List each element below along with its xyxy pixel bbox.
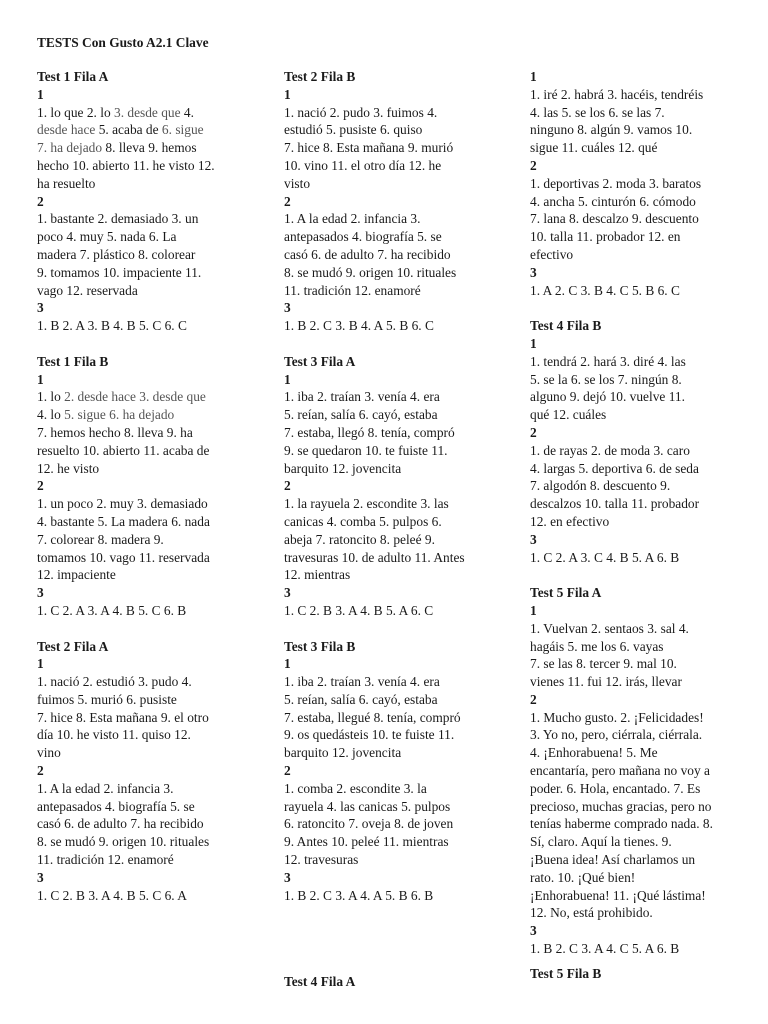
block-spacer (284, 335, 484, 353)
answer-text: tomamos 10. vago 11. reservada (37, 549, 210, 565)
answer-line (37, 264, 237, 282)
section-number: 2 (530, 424, 537, 440)
answer-line (530, 86, 730, 104)
answer-text: 1. B 2. C 3. A 4. A 5. B 6. B (284, 887, 434, 903)
section-number: 3 (37, 869, 44, 885)
answer-line (530, 887, 730, 905)
answer-line (284, 833, 484, 851)
section-number: 2 (530, 691, 537, 707)
section-number: 3 (284, 300, 291, 316)
answer-line (530, 673, 730, 691)
section-number: 1 (530, 335, 537, 351)
answer-text: 1. C 2. A 3. A 4. B 5. C 6. B (37, 602, 187, 618)
answer-line (530, 798, 730, 816)
answer-text: ninguno 8. algún 9. vamos 10. (530, 122, 693, 138)
section-number: 3 (530, 923, 537, 939)
answer-text: 1. la rayuela 2. escondite 3. las (284, 496, 449, 512)
test-4-fila-a-title: Test 4 Fila A (284, 974, 356, 989)
answer-text: 12. travesuras (284, 852, 359, 868)
answer-text: qué 12. cuáles (530, 407, 607, 423)
answer-text: alguno 9. dejó 10. vuelve 11. (530, 389, 685, 405)
answer-line (37, 549, 237, 567)
answer-text: 4. ¡Enhorabuena! 5. Me (530, 745, 658, 761)
answer-line (284, 798, 484, 816)
answer-line (284, 709, 484, 727)
answer-text: 7. hemos hecho 8. lleva 9. ha (37, 424, 193, 440)
answer-text: efectivo (530, 246, 574, 262)
answer-line (284, 691, 484, 709)
answer-text: ha resuelto (37, 175, 96, 191)
answer-text: barquito 12. jovencita (284, 460, 402, 476)
answer-text: 7. lana 8. descalzo 9. descuento (530, 211, 699, 227)
section-number: 1 (37, 86, 44, 102)
answer-text: desde hace (37, 122, 99, 138)
answer-text: 1. iba 2. traían 3. venía 4. era (284, 674, 440, 690)
answer-text: fuimos 5. murió 6. pusiste (37, 691, 177, 707)
answer-line (37, 175, 237, 193)
answer-line (37, 442, 237, 460)
answer-line (530, 940, 730, 958)
section-number: 2 (284, 193, 291, 209)
answer-text: 6. ha dejado (109, 407, 175, 423)
section-number: 2 (284, 478, 291, 494)
answer-text: 12. mientras (284, 567, 351, 583)
test-5-fila-b-title: Test 5 Fila B (530, 966, 602, 981)
answer-text: 7. hice 8. Esta mañana 9. el otro (37, 709, 209, 725)
answer-line (37, 851, 237, 869)
answer-line (284, 210, 484, 228)
answer-text: poco 4. muy 5. nada 6. La (37, 229, 177, 245)
answer-line (530, 353, 730, 371)
answer-line (530, 460, 730, 478)
answer-text: 4. largas 5. deportiva 6. de seda (530, 460, 699, 476)
answer-line (284, 317, 484, 335)
test-block-title: Test 3 Fila A (284, 353, 356, 369)
answer-line (284, 602, 484, 620)
answer-text: 1. comba 2. escondite 3. la (284, 780, 427, 796)
answer-text: 8. se mudó 9. origen 10. rituales (37, 834, 210, 850)
section-number: 2 (530, 157, 537, 173)
answer-text: 9. tomamos 10. impaciente 11. (37, 264, 202, 280)
answer-text: 1. C 2. B 3. A 4. B 5. C 6. A (37, 887, 187, 903)
answer-line (530, 549, 730, 567)
answer-line (37, 210, 237, 228)
answer-text: madera 7. plástico 8. colorear (37, 246, 196, 262)
answer-line (530, 477, 730, 495)
section-number: 1 (284, 371, 291, 387)
section-number: 1 (530, 602, 537, 618)
answer-text: 5. acaba de (98, 122, 162, 138)
section-number: 1 (284, 656, 291, 672)
answer-text: 1. nació 2. pudo 3. fuimos 4. (284, 104, 438, 120)
section-number: 3 (284, 585, 291, 601)
section-number: 2 (284, 763, 291, 779)
answer-text: hecho 10. abierto 11. he visto 12. (37, 157, 215, 173)
answer-text: 7. algodón 8. descuento 9. (530, 478, 671, 494)
answer-line (37, 744, 237, 762)
answer-line (284, 442, 484, 460)
answer-line (530, 709, 730, 727)
answer-line (530, 620, 730, 638)
block-spacer (37, 620, 237, 638)
answer-line (530, 904, 730, 922)
test-block (37, 353, 237, 620)
answer-line (37, 531, 237, 549)
answer-text: rato. 10. ¡Qué bien! (530, 869, 636, 885)
answer-line (284, 549, 484, 567)
answer-text: 9. hemos (148, 140, 197, 156)
answer-text: 7. estaba, llegó 8. tenía, compró (284, 424, 455, 440)
test-block (284, 638, 484, 905)
answer-text: barquito 12. jovencita (284, 745, 402, 761)
answer-line (530, 780, 730, 798)
answer-text: 9. Antes 10. peleé 11. mientras (284, 834, 449, 850)
answer-text: 10. vino 11. el otro día 12. he (284, 157, 442, 173)
answer-line (284, 566, 484, 584)
test-block (37, 68, 237, 335)
answer-text: abeja 7. ratoncito 8. peleé 9. (284, 531, 435, 547)
test-block (284, 353, 484, 620)
answer-text: resuelto 10. abierto 11. acaba de (37, 442, 210, 458)
answer-line (37, 513, 237, 531)
answer-line (284, 406, 484, 424)
answer-line (284, 531, 484, 549)
section-number: 3 (530, 264, 537, 280)
answer-line (37, 691, 237, 709)
answer-line (284, 228, 484, 246)
answer-line (530, 175, 730, 193)
answer-line (530, 139, 730, 157)
answer-line (530, 744, 730, 762)
answer-line (284, 851, 484, 869)
answer-line (37, 424, 237, 442)
answer-line (530, 726, 730, 744)
answer-line (530, 210, 730, 228)
answer-line (530, 104, 730, 122)
answer-line (37, 121, 237, 139)
answer-text: travesuras 10. de adulto 11. Antes (284, 549, 465, 565)
section-number: 3 (37, 585, 44, 601)
answer-line (284, 157, 484, 175)
answer-line (530, 228, 730, 246)
answer-line (284, 104, 484, 122)
answer-text: tenías haberme comprado nada. 8. (530, 816, 713, 832)
answer-text: 8. lleva (105, 140, 149, 156)
answer-line (37, 246, 237, 264)
answer-line (284, 264, 484, 282)
answer-text: 1. de rayas 2. de moda 3. caro (530, 442, 690, 458)
answer-text: 1. A 2. C 3. B 4. C 5. B 6. C (530, 282, 680, 298)
answer-text: 4. lo (37, 407, 65, 423)
answer-line (530, 833, 730, 851)
answer-text: 1. B 2. C 3. A 4. C 5. A 6. B (530, 941, 680, 957)
answer-line (37, 815, 237, 833)
test-block-title: Test 2 Fila B (284, 69, 356, 84)
test-block (530, 584, 730, 958)
answer-text: sigue 11. cuáles 12. qué (530, 140, 658, 156)
answer-text: antepasados 4. biografía 5. se (284, 229, 442, 245)
answer-text: 5. se la 6. se los 7. ningún 8. (530, 371, 682, 387)
answer-text: estudió 5. pusiste 6. quiso (284, 122, 423, 138)
test-block-title: Test 1 Fila A (37, 69, 109, 84)
section-number: 2 (37, 193, 44, 209)
answer-line (530, 371, 730, 389)
answer-line (530, 246, 730, 264)
answer-text: 1. nació 2. estudió 3. pudo 4. (37, 674, 192, 690)
answer-text: ¡Enhorabuena! 11. ¡Qué lástima! (530, 887, 706, 903)
answer-line (37, 460, 237, 478)
answer-line (284, 513, 484, 531)
answer-line (284, 815, 484, 833)
answer-text: 12. he visto (37, 460, 100, 476)
test-block (37, 638, 237, 905)
block-spacer (530, 566, 730, 584)
answer-line (37, 709, 237, 727)
section-number: 1 (37, 656, 44, 672)
answer-line (284, 744, 484, 762)
answer-text: 1. lo (37, 389, 65, 405)
answer-line (530, 851, 730, 869)
answer-text: 4. las 5. se los 6. se las 7. (530, 104, 665, 120)
answer-text: 4. (183, 104, 194, 120)
answer-line (284, 495, 484, 513)
answer-line (530, 869, 730, 887)
test-block-title: Test 1 Fila B (37, 353, 109, 369)
answer-line (530, 495, 730, 513)
answer-line (37, 833, 237, 851)
answer-text: 7. se las 8. tercer 9. mal 10. (530, 656, 677, 672)
answer-text: 9. os quedásteis 10. te fuiste 11. (284, 727, 455, 743)
answer-line (284, 282, 484, 300)
answer-text: 2. desde hace (64, 389, 140, 405)
answer-text: 1. A la edad 2. infancia 3. (284, 211, 421, 227)
answer-line (284, 139, 484, 157)
column-1 (37, 68, 237, 904)
answer-text: 1. Vuelvan 2. sentaos 3. sal 4. (530, 620, 689, 636)
column-2 (284, 68, 484, 904)
answer-line (530, 762, 730, 780)
block-spacer (37, 335, 237, 353)
answer-text: 1. Mucho gusto. 2. ¡Felicidades! (530, 709, 704, 725)
answer-text: canicas 4. comba 5. pulpos 6. (284, 513, 442, 529)
answer-text: 11. tradición 12. enamoré (37, 852, 174, 868)
answer-text: 12. No, está prohibido. (530, 905, 653, 921)
answer-line (284, 673, 484, 691)
answer-text: precioso, muchas gracias, pero no (530, 798, 712, 814)
answer-text: vago 12. reservada (37, 282, 138, 298)
answer-text: 1. A la edad 2. infancia 3. (37, 780, 174, 796)
answer-line (37, 317, 237, 335)
answer-line (37, 104, 237, 122)
answer-line (37, 566, 237, 584)
answer-text: 7. ha dejado (37, 140, 106, 156)
answer-text: Sí, claro. Aquí la tienes. 9. (530, 834, 672, 850)
answer-text: 3. desde que (114, 104, 184, 120)
answer-text: 1. deportivas 2. moda 3. baratos (530, 175, 702, 191)
section-number: 1 (530, 69, 537, 84)
answer-line (530, 442, 730, 460)
answer-line (284, 175, 484, 193)
answer-line (530, 282, 730, 300)
answer-line (37, 798, 237, 816)
answer-text: 12. impaciente (37, 567, 116, 583)
answer-text: 3. Yo no, pero, ciérrala, ciérrala. (530, 727, 703, 743)
answer-line (284, 726, 484, 744)
answer-text: 7. hice 8. Esta mañana 9. murió (284, 140, 454, 156)
answer-line (37, 673, 237, 691)
answer-line (37, 726, 237, 744)
page-title: TESTS Con Gusto A2.1 Clave (37, 35, 209, 50)
test-block (530, 317, 730, 566)
answer-line (37, 495, 237, 513)
answer-text: casó 6. de adulto 7. ha recibido (37, 816, 204, 832)
answer-line (37, 139, 237, 157)
answer-text: 5. reían, salía 6. cayó, estaba (284, 691, 438, 707)
answer-text: 7. colorear 8. madera 9. (37, 531, 164, 547)
section-number: 3 (37, 300, 44, 316)
answer-text: 1. un poco 2. muy 3. demasiado (37, 496, 208, 512)
answer-line (37, 406, 237, 424)
answer-line (530, 638, 730, 656)
answer-text: visto (284, 175, 311, 191)
answer-line (284, 424, 484, 442)
answer-line (530, 655, 730, 673)
answer-text: encantaría, pero mañana no voy a (530, 763, 710, 779)
answer-text: 12. en efectivo (530, 513, 610, 529)
answer-text: hagáis 5. me los 6. vayas (530, 638, 664, 654)
answer-text: 2. lo (86, 104, 114, 120)
answer-text: rayuela 4. las canicas 5. pulpos (284, 798, 451, 814)
answer-line (284, 887, 484, 905)
answer-line (37, 602, 237, 620)
test-block (530, 68, 730, 299)
answer-line (37, 228, 237, 246)
answer-line (37, 780, 237, 798)
answer-text: 1. tendrá 2. hará 3. diré 4. las (530, 353, 686, 369)
block-spacer (530, 299, 730, 317)
answer-line (284, 388, 484, 406)
block-spacer (284, 620, 484, 638)
section-number: 1 (284, 86, 291, 102)
answer-text: vino (37, 745, 61, 761)
answer-line (284, 246, 484, 264)
section-number: 3 (284, 869, 291, 885)
section-number: 2 (37, 478, 44, 494)
answer-line (37, 157, 237, 175)
answer-text: 1. iba 2. traían 3. venía 4. era (284, 389, 440, 405)
answer-text: 4. ancha 5. cinturón 6. cómodo (530, 193, 696, 209)
answer-text: 1. lo que (37, 104, 87, 120)
answer-text: 1. B 2. C 3. B 4. A 5. B 6. C (284, 318, 434, 334)
answer-text: 1. C 2. A 3. C 4. B 5. A 6. B (530, 549, 680, 565)
answer-text: 11. tradición 12. enamoré (284, 282, 421, 298)
test-block-title: Test 5 Fila A (530, 585, 602, 601)
test-block (284, 68, 484, 335)
answer-text: 1. C 2. B 3. A 4. B 5. A 6. C (284, 602, 434, 618)
answer-line (530, 815, 730, 833)
answer-text: 1. iré 2. habrá 3. hacéis, tendréis (530, 86, 704, 102)
answer-line (37, 887, 237, 905)
section-number: 1 (37, 371, 44, 387)
answer-text: 5. sigue (64, 407, 110, 423)
answer-text: 1. B 2. A 3. B 4. B 5. C 6. C (37, 318, 187, 334)
answer-text: descalzos 10. talla 11. probador (530, 496, 700, 512)
answer-line (37, 388, 237, 406)
answer-line (530, 388, 730, 406)
test-block-title: Test 4 Fila B (530, 318, 602, 334)
answer-text: 8. se mudó 9. origen 10. rituales (284, 264, 457, 280)
answer-text: 3. desde que (139, 389, 206, 405)
answer-line (530, 406, 730, 424)
answer-text: 9. se quedaron 10. te fuiste 11. (284, 442, 448, 458)
answer-text: 6. sigue (161, 122, 204, 138)
answer-text: vienes 11. fui 12. irás, llevar (530, 674, 682, 690)
answer-line (530, 513, 730, 531)
answer-text: poder. 6. Hola, encantado. 7. Es (530, 780, 701, 796)
column-3 (530, 68, 730, 958)
answer-text: ¡Buena idea! Así charlamos un (530, 852, 696, 868)
answer-text: antepasados 4. biografía 5. se (37, 798, 195, 814)
answer-text: día 10. he visto 11. quiso 12. (37, 727, 191, 743)
answer-line (284, 121, 484, 139)
answer-text: 5. reían, salía 6. cayó, estaba (284, 407, 438, 423)
answer-line (530, 193, 730, 211)
answer-text: 1. bastante 2. demasiado 3. un (37, 211, 199, 227)
section-number: 2 (37, 763, 44, 779)
answer-line (37, 282, 237, 300)
test-block-title: Test 3 Fila B (284, 638, 356, 654)
answer-text: casó 6. de adulto 7. ha recibido (284, 246, 451, 262)
section-number: 3 (530, 531, 537, 547)
answer-line (530, 121, 730, 139)
answer-text: 7. estaba, llegué 8. tenía, compró (284, 709, 461, 725)
test-block-title: Test 2 Fila A (37, 638, 109, 654)
answer-line (284, 780, 484, 798)
answer-text: 10. talla 11. probador 12. en (530, 229, 681, 245)
answer-text: 6. ratoncito 7. oveja 8. de joven (284, 816, 454, 832)
answer-line (284, 460, 484, 478)
answer-text: 4. bastante 5. La madera 6. nada (37, 513, 210, 529)
